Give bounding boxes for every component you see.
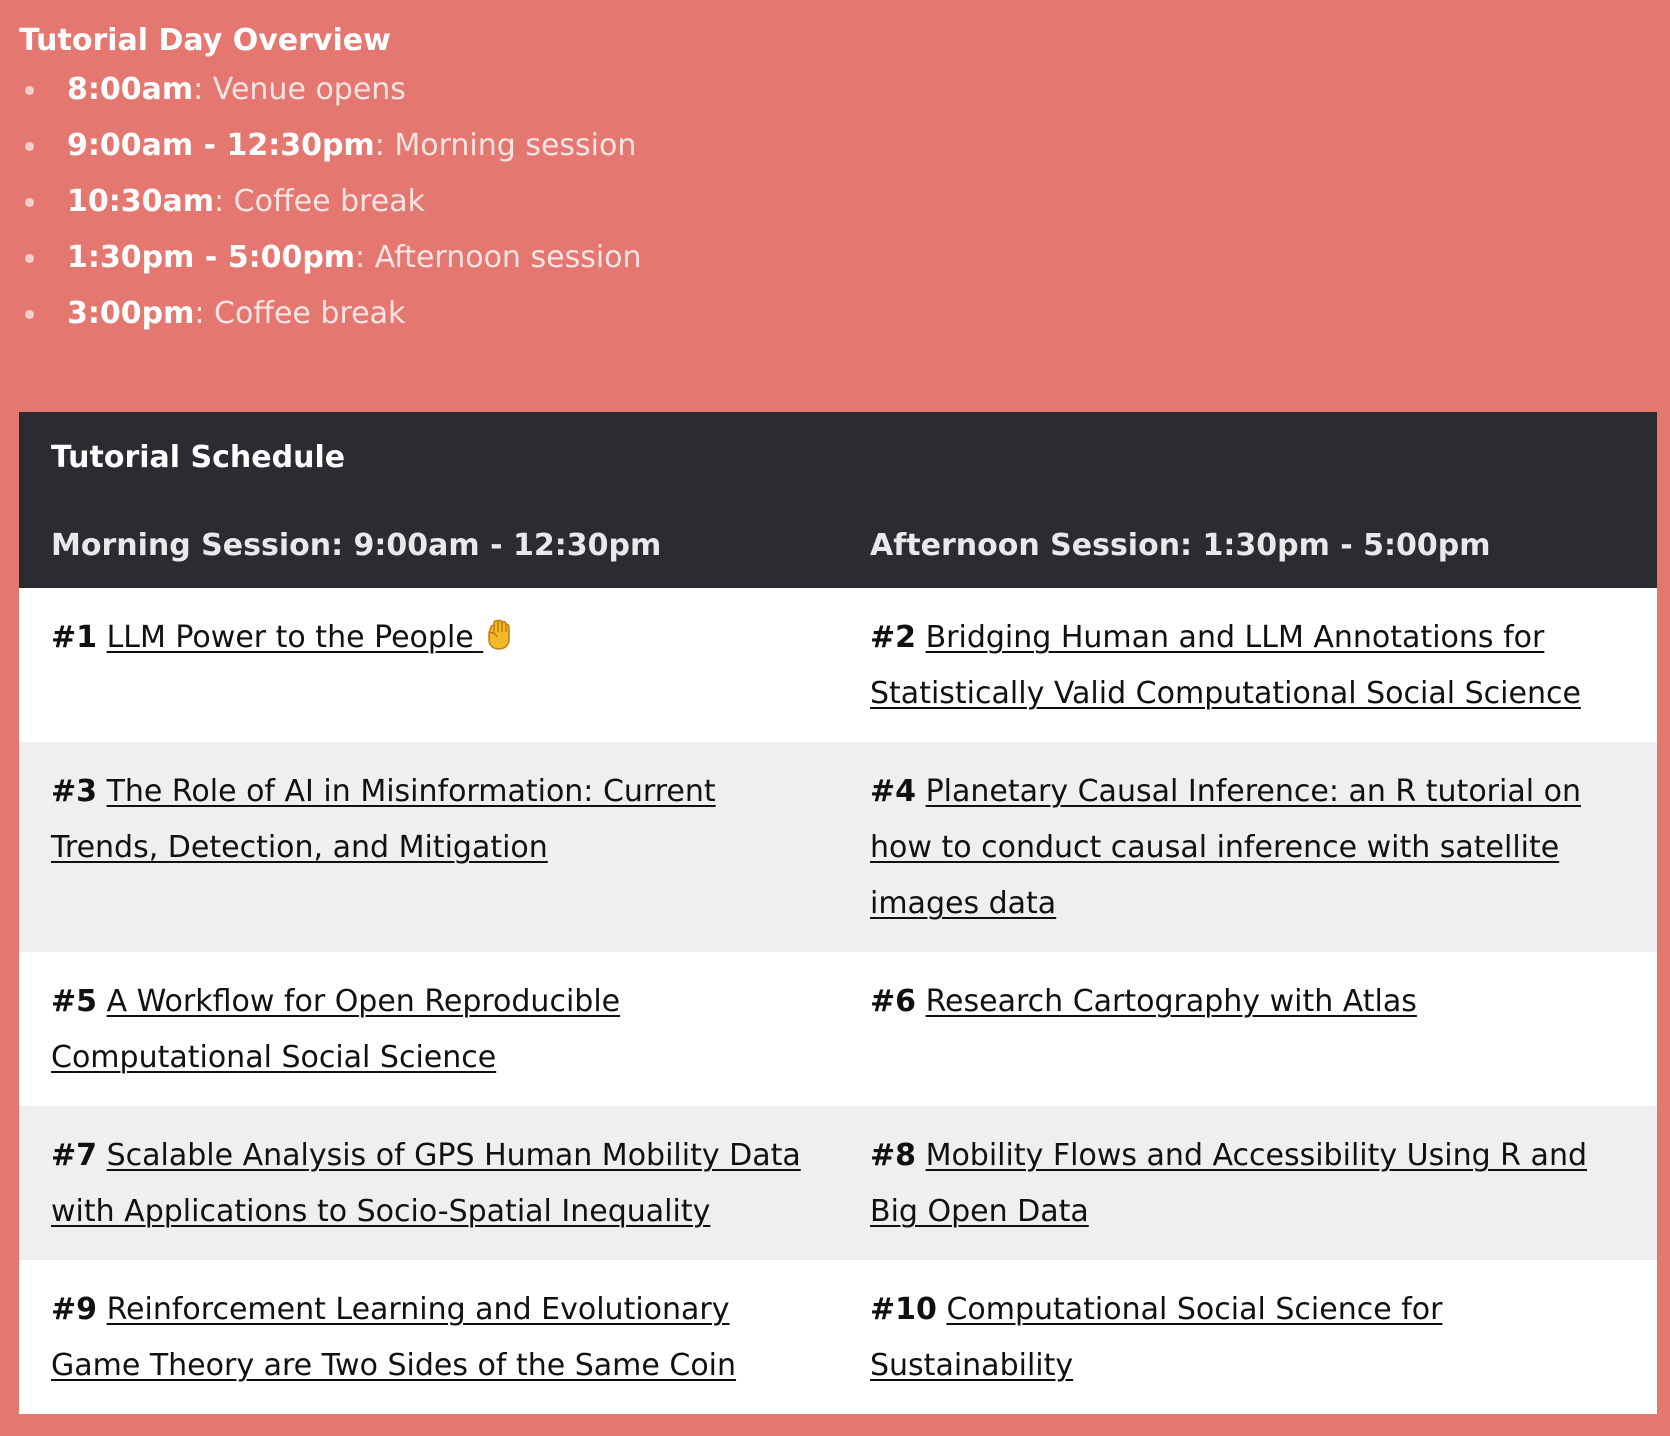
tutorial-number: #9 [51,1292,98,1327]
overview-time: 10:30am [67,184,214,219]
table-row [19,1260,1657,1414]
tutorial-link-1[interactable] [107,620,514,655]
table-row [19,588,1657,742]
tutorial-number: #7 [51,1138,98,1173]
overview-time: 1:30pm - 5:00pm [67,240,356,275]
afternoon-cell [838,1106,1657,1260]
bullet-icon [25,86,34,95]
tutorial-link-9[interactable]: Reinforcement Learning and Evolutionary Game Theory are Two Sides of the Same Coin [51,1292,737,1383]
overview-item [19,118,1651,174]
tutorial-number: #1 [51,620,98,655]
overview-item [19,62,1651,118]
overview-item [19,286,1651,342]
overview-time: 8:00am [67,72,194,107]
tutorial-link-10[interactable]: Computational Social Science for Sustainability [870,1292,1443,1383]
overview-item [19,230,1651,286]
overview-list [19,62,1651,342]
afternoon-session-header: Afternoon Session: 1:30pm - 5:00pm [838,502,1657,588]
tutorial-link-8[interactable]: Mobility Flows and Accessibility Using R and Big Open Data [870,1138,1587,1229]
afternoon-cell [838,742,1657,952]
bullet-icon [25,142,34,151]
bullet-icon [25,254,34,263]
overview-desc: : Morning session [374,128,637,163]
overview-desc: : Coffee break [194,296,406,331]
tutorial-number: #2 [870,620,917,655]
schedule-table [19,412,1657,1414]
overview-title: Tutorial Day Overview [19,23,391,58]
morning-session-header: Morning Session: 9:00am - 12:30pm [19,502,838,588]
tutorial-link-7[interactable]: Scalable Analysis of GPS Human Mobility Data with Applications to Socio-Spatial Inequality [51,1138,801,1229]
schedule-title: Tutorial Schedule [19,412,1657,502]
morning-cell [19,588,838,742]
overview-item [19,174,1651,230]
overview-time: 9:00am - 12:30pm [67,128,375,163]
overview-desc: : Coffee break [214,184,425,219]
raised-fist-icon [483,614,513,670]
bullet-icon [25,198,34,207]
tutorial-title: LLM Power to the People [106,620,474,655]
morning-cell [19,742,838,952]
tutorial-link-3[interactable]: The Role of AI in Misinformation: Current Trends, Detection, and Mitigation [51,774,716,865]
tutorial-number: #5 [51,984,98,1019]
tutorial-link-2[interactable]: Bridging Human and LLM Annotations for Statistically Valid Computational Social Science [870,620,1581,711]
afternoon-cell [838,952,1657,1106]
tutorial-link-5[interactable]: A Workflow for Open Reproducible Computational Social Science [51,984,621,1075]
morning-cell [19,952,838,1106]
session-header-row [19,502,1657,588]
overview-desc: : Venue opens [193,72,406,107]
tutorial-number: #3 [51,774,98,809]
tutorial-number: #6 [870,984,917,1019]
afternoon-cell [838,1260,1657,1414]
tutorial-number: #4 [870,774,917,809]
afternoon-cell [838,588,1657,742]
tutorial-number: #10 [870,1292,937,1327]
overview-desc: : Afternoon session [355,240,642,275]
overview-time: 3:00pm [67,296,195,331]
tutorial-link-4[interactable]: Planetary Causal Inference: an R tutorial on how to conduct causal inference with satellite images data [870,774,1581,921]
table-row [19,1106,1657,1260]
bullet-icon [25,310,34,319]
morning-cell [19,1260,838,1414]
table-row [19,742,1657,952]
table-row [19,952,1657,1106]
schedule-caption-row [19,412,1657,502]
morning-cell [19,1106,838,1260]
tutorial-link-6[interactable]: Research Cartography with Atlas [925,984,1417,1019]
tutorial-number: #8 [870,1138,917,1173]
